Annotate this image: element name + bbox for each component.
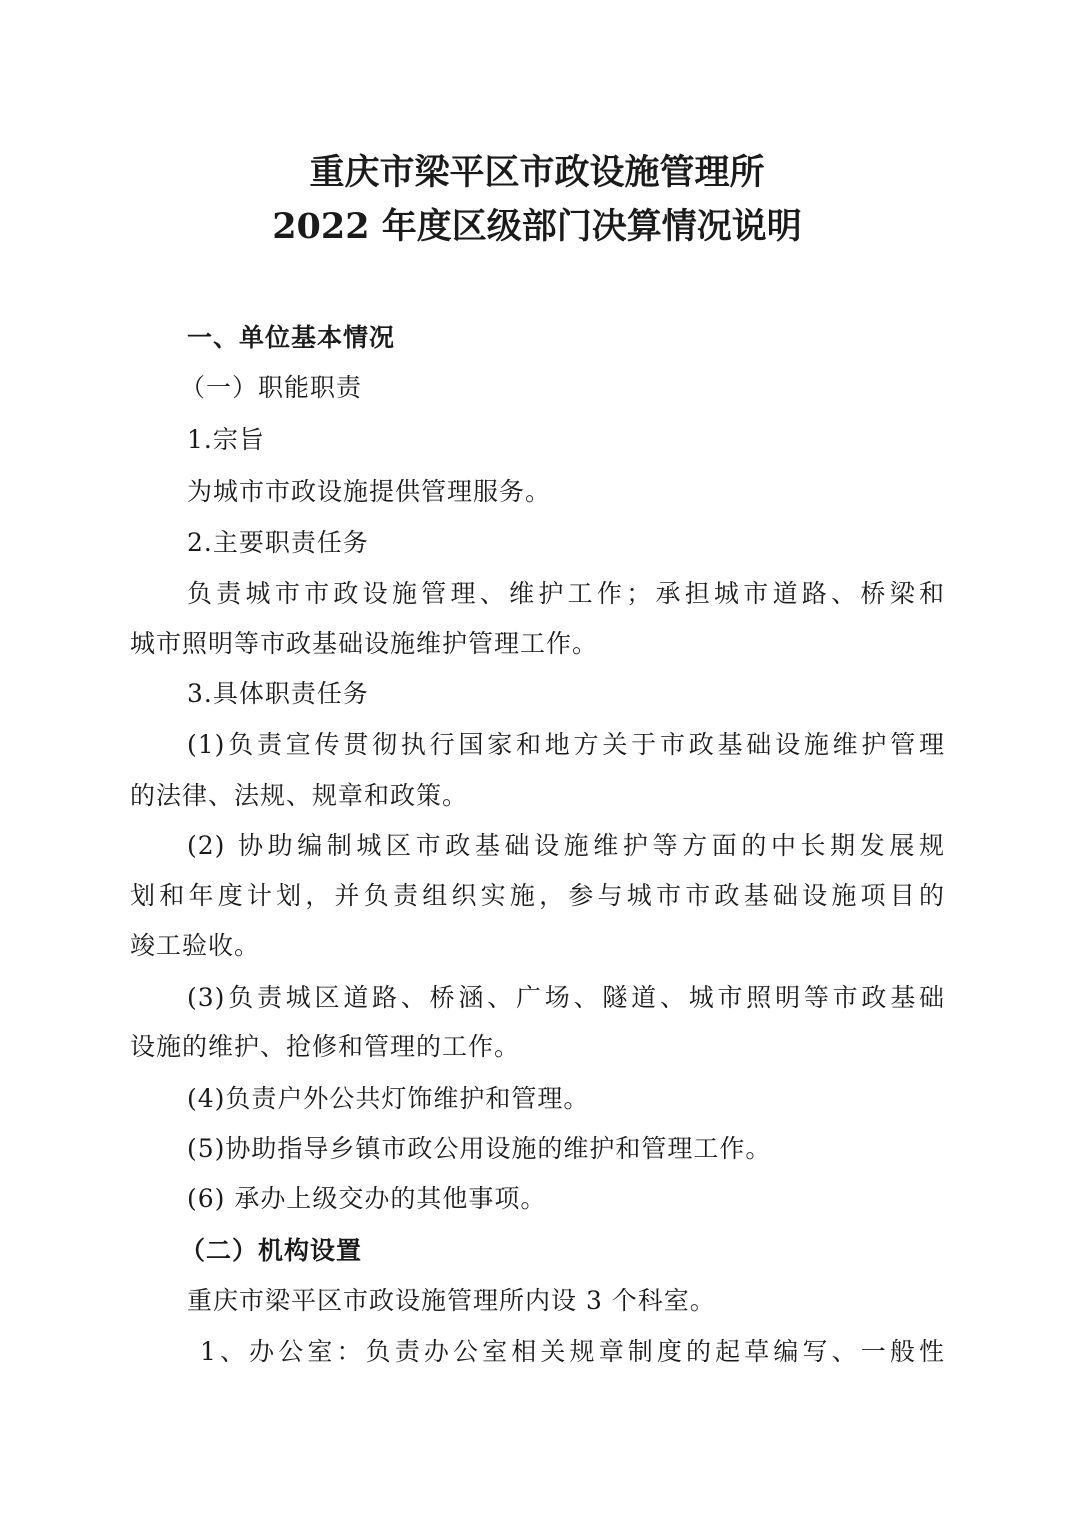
paragraph-main-duties-line2: 城市照明等市政基础设施维护管理工作。 [130,629,599,658]
duty-2-line2: 划和年度计划，并负责组织实施，参与城市市政基础设施项目的 [130,881,945,910]
duty-3-line2: 设施的维护、抢修和管理的工作。 [130,1032,521,1061]
document-title-line2-text: 2022 年度区级部门决算情况说明 [272,206,802,247]
organization-text: 重庆市梁平区市政设施管理所内设 3 个科室。 [187,1286,716,1315]
item-text-purpose: 为城市市政设施提供管理服务。 [187,477,552,506]
section-heading-basic-info: 一、单位基本情况 [187,323,396,352]
duty-2-line1: (2) 协助编制城区市政基础设施维护等方面的中长期发展规 [187,831,945,860]
duty-6: (6) 承办上级交办的其他事项。 [187,1184,547,1213]
duty-3-line1: (3)负责城区道路、桥涵、广场、隧道、城市照明等市政基础 [187,983,945,1012]
item-heading-specific-duties: 3.具体职责任务 [187,679,369,708]
duty-1-line1: (1)负责宣传贯彻执行国家和地方关于市政基础设施维护管理 [187,730,945,759]
duty-5: (5)协助指导乡镇市政公用设施的维护和管理工作。 [187,1134,772,1163]
item-heading-main-duties: 2.主要职责任务 [187,528,369,557]
duty-2-line3: 竣工验收。 [130,931,261,960]
duty-1-line2: 的法律、法规、规章和政策。 [130,781,469,810]
paragraph-main-duties-line1: 负责城市市政设施管理、维护工作；承担城市道路、桥梁和 [187,579,945,608]
subsection-heading-functions: （一）职能职责 [180,373,363,402]
document-title-line1: 重庆市梁平区市政设施管理所 [309,152,765,193]
duty-4: (4)负责户外公共灯饰维护和管理。 [187,1084,590,1113]
subsection-heading-organization: （二）机构设置 [180,1236,363,1265]
document-title-line2 [0,207,1074,247]
item-heading-purpose: 1.宗旨 [187,425,265,454]
organization-item-1: 1、办公室：负责办公室相关规章制度的起草编写、一般性 [200,1337,945,1366]
